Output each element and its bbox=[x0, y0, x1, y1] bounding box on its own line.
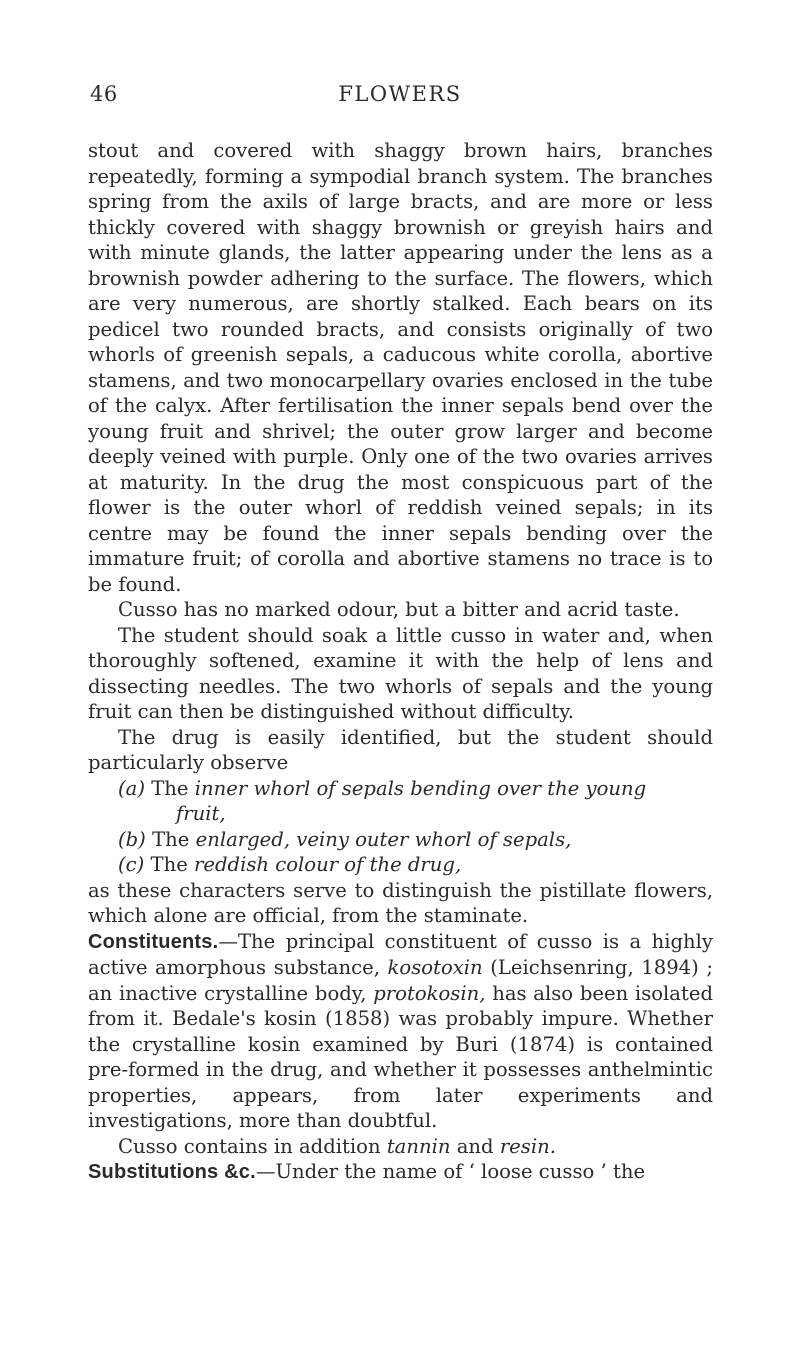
page-number: 46 bbox=[90, 82, 118, 106]
list-text: inner whorl of sepals bending over the young bbox=[194, 776, 647, 800]
paragraph-tannin-resin: Cusso contains in addition tannin and resin. bbox=[118, 1134, 556, 1158]
page-header bbox=[90, 82, 710, 112]
list-label: (c) bbox=[118, 853, 145, 876]
section-heading-constituents: Constituents. bbox=[88, 930, 219, 953]
term-tannin: tannin bbox=[386, 1134, 451, 1158]
list-item bbox=[88, 852, 713, 878]
paragraph-description: stout and covered with shaggy brown hairs, branches repeatedly, forming a sympodial branch system. The branches spring from the axils of large bracts, and are more or less thickly covered with shaggy brownish or greyish hairs and with minute glands, the latter appearing under the lens as a brownish powder adhering to the surface. The flowers, which are very numerous, are shortly stalked. Each bears on its pedicel two rounded bracts, and consists originally of two whorls of greenish sepals, a caducous white corolla, abortive stamens, and two monocarpellary ovaries enclosed in the tube of the calyx. After fertilisation the inner sepals bend over the young fruit and shrivel; the outer grow larger and become deeply veined with purple. Only one of the two ovaries arrives at maturity. In the drug the most conspicuous part of the flower is the outer whorl of reddish veined sepals; in its centre may be found the inner sepals bending over the immature fruit; of corolla and abortive stamens no trace is to be found. bbox=[88, 139, 713, 596]
list-text: enlarged, veiny outer whorl of sepals, bbox=[195, 827, 572, 851]
list-prefix: The bbox=[151, 776, 189, 800]
list-label: (a) bbox=[118, 776, 145, 800]
section-heading-substitutions: Substitutions &c. bbox=[88, 1161, 256, 1183]
list-label: (b) bbox=[118, 827, 146, 851]
paragraph-examination: The student should soak a little cusso in water and, when thoroughly softened, examine it with the help of lens and dissecting needles. The two whorls of sepals and the young fruit can then be distinguished without difficulty. bbox=[88, 623, 713, 723]
list-prefix: The bbox=[152, 827, 190, 851]
characters-list bbox=[88, 776, 713, 878]
term-resin: resin. bbox=[499, 1134, 556, 1158]
paragraph-constituents: Constituents.—The principal constituent of cusso is a highly active amorphous substance, kosotoxin (Leichsenring, 1894) ; an inactive crystalline body, protokosin, has also been isolated from it. Bedale's kosin (1858) was probably impure. Whether the crystalline kosin examined by Buri (1874) is contained pre-formed in the drug, and whether it possesses anthelmintic properties, appears, from later experiments and investigations, more than doubtful. bbox=[88, 929, 714, 1132]
list-text: reddish colour of the drug, bbox=[194, 853, 462, 876]
list-item bbox=[88, 776, 713, 827]
list-item bbox=[88, 827, 713, 853]
term-kosotoxin: kosotoxin bbox=[387, 956, 483, 979]
page-body bbox=[88, 138, 713, 1186]
term-protokosin: protokosin, bbox=[373, 981, 486, 1005]
paragraph-characters: as these characters serve to distinguish the pistillate flowers, which alone are official, from the staminate. bbox=[88, 878, 713, 927]
running-title: FLOWERS bbox=[338, 82, 462, 106]
paragraph-observe: The drug is easily identified, but the student should particularly observe bbox=[88, 725, 713, 774]
list-prefix: The bbox=[150, 853, 188, 876]
paragraph-substitutions: Substitutions &c.—Under the name of ‘ loose cusso ’ the bbox=[88, 1160, 646, 1183]
paragraph-odour: Cusso has no marked odour, but a bitter and acrid taste. bbox=[118, 598, 680, 621]
list-text-continued: fruit, bbox=[176, 802, 226, 825]
